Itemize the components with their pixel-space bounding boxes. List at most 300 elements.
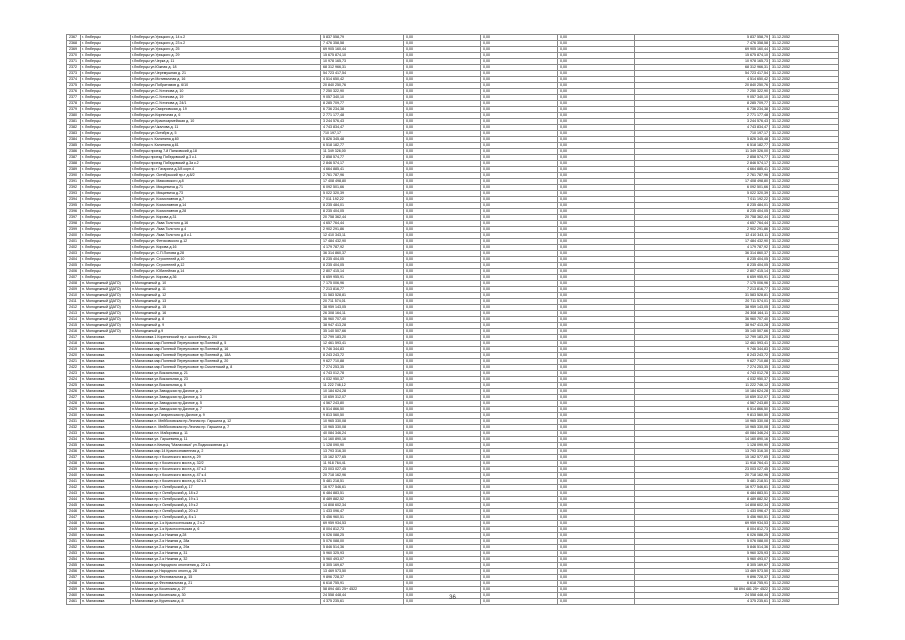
value-cell: 0,00 — [481, 425, 558, 431]
value-cell: 0,00 — [404, 107, 481, 113]
address-cell: г.Люберцы ул. Мицкевича д.71 — [131, 185, 321, 191]
address-cell: п.Молодежный д. 10 — [131, 281, 321, 287]
value-cell: 0,00 — [558, 95, 635, 101]
row-number-cell: 2457 — [67, 575, 81, 581]
row-number-cell: 2456 — [67, 569, 81, 575]
total-cell: 6 659 955,91 — [635, 275, 770, 281]
date-cell: 31.12.2052 — [770, 401, 839, 407]
date-cell: 31.12.2052 — [770, 119, 839, 125]
row-number-cell: 2407 — [67, 275, 81, 281]
address-cell: п.Малаховка ул.Заводская пр.Дачное д. 5 — [131, 401, 321, 407]
amount-cell: 23 003 027,45 — [321, 467, 404, 473]
value-cell: 0,00 — [481, 503, 558, 509]
amount-cell: 4 743 834,47 — [321, 125, 404, 131]
value-cell: 0,00 — [558, 257, 635, 263]
value-cell: 0,00 — [558, 329, 635, 335]
address-cell: п.Малаховка ул.Заводская пр.Дачное д. 3 — [131, 395, 321, 401]
value-cell: 0,00 — [558, 71, 635, 77]
value-cell: 0,00 — [481, 539, 558, 545]
row-number-cell: 2437 — [67, 455, 81, 461]
date-cell: 31.12.2052 — [770, 461, 839, 467]
settlement-cell: п. Малаховка — [81, 359, 131, 365]
total-cell: 11 222 746,12 — [635, 383, 770, 389]
settlement-cell: п. Малаховка — [81, 371, 131, 377]
value-cell: 0,00 — [481, 197, 558, 203]
amount-cell: 20 840 250,76 — [321, 83, 404, 89]
value-cell: 0,00 — [558, 461, 635, 467]
value-cell: 0,00 — [404, 305, 481, 311]
total-cell: 3 244 576,43 — [635, 119, 770, 125]
value-cell: 0,00 — [404, 407, 481, 413]
address-cell: п.Малаховка ул.Косинская д. 27 — [131, 587, 321, 593]
settlement-cell: п. Молодежный (ДАГО) — [81, 323, 131, 329]
amount-cell: 12 461 593,41 — [321, 341, 404, 347]
value-cell: 0,00 — [558, 401, 635, 407]
amount-cell: 7 175 006,96 — [321, 281, 404, 287]
value-cell: 0,00 — [481, 401, 558, 407]
row-number-cell: 2401 — [67, 239, 81, 245]
total-cell: 5 481 218,51 — [635, 479, 770, 485]
value-cell: 0,00 — [558, 509, 635, 515]
value-cell: 0,00 — [558, 119, 635, 125]
address-cell: п.Малаховка ул. Гаршевина д. 11 — [131, 437, 321, 443]
row-number-cell: 2387 — [67, 155, 81, 161]
row-number-cell: 2442 — [67, 485, 81, 491]
row-number-cell: 2399 — [67, 227, 81, 233]
date-cell: 31.12.2052 — [770, 473, 839, 479]
row-number-cell: 2420 — [67, 353, 81, 359]
settlement-cell: п. Малаховка — [81, 401, 131, 407]
value-cell: 0,00 — [404, 461, 481, 467]
date-cell: 31.12.2052 — [770, 563, 839, 569]
amount-cell: 9 813 560,50 — [321, 413, 404, 419]
settlement-cell: п. Малаховка — [81, 365, 131, 371]
address-cell: г.Люберцы п. Калинина д.60 — [131, 137, 321, 143]
amount-cell: 5 960 493,07 — [321, 557, 404, 563]
value-cell: 0,00 — [558, 515, 635, 521]
total-cell: 38 947 413,28 — [635, 323, 770, 329]
value-cell: 0,00 — [481, 269, 558, 275]
row-number-cell: 2378 — [67, 101, 81, 107]
value-cell: 0,00 — [404, 545, 481, 551]
amount-cell: 8 285 709,77 — [321, 101, 404, 107]
address-cell: г.Люберцы ул. Строителей д.10 — [131, 257, 321, 263]
address-cell: п.Малаховка мкр.Полевой Переулковое пр.Полевой д. 20 — [131, 359, 321, 365]
date-cell: 31.12.2052 — [770, 335, 839, 341]
date-cell: 31.12.2052 — [770, 41, 839, 47]
date-cell: 31.12.2052 — [770, 269, 839, 275]
date-cell: 31.12.2052 — [770, 131, 839, 137]
row-number-cell: 2426 — [67, 389, 81, 395]
settlement-cell: п. Малаховка — [81, 575, 131, 581]
settlement-cell: п. Малаховка — [81, 395, 131, 401]
value-cell: 0,00 — [481, 185, 558, 191]
value-cell: 0,00 — [558, 77, 635, 83]
amount-cell: 7 250 322,90 — [321, 89, 404, 95]
value-cell: 0,00 — [404, 557, 481, 563]
amount-cell: 5 837 558,79 — [321, 35, 404, 41]
total-cell: 11 349 326,00 — [635, 149, 770, 155]
total-cell: 9 813 560,50 — [635, 413, 770, 419]
value-cell: 0,00 — [404, 593, 481, 599]
value-cell: 0,00 — [558, 209, 635, 215]
value-cell: 0,00 — [404, 71, 481, 77]
settlement-cell: п. Малаховка — [81, 461, 131, 467]
page-number: 36 — [449, 595, 456, 601]
total-cell: 20 711 574,01 — [635, 299, 770, 305]
row-number-cell: 2416 — [67, 329, 81, 335]
value-cell: 0,00 — [404, 101, 481, 107]
address-cell: п.Малаховка п. Мейбоховская пр.Лесная пр. Гаршила д. 7 — [131, 425, 321, 431]
value-cell: 0,00 — [558, 419, 635, 425]
total-cell: 7 011 192,22 — [635, 197, 770, 203]
date-cell: 31.12.2052 — [770, 425, 839, 431]
value-cell: 0,00 — [558, 467, 635, 473]
settlement-cell: г. Люберцы — [81, 77, 131, 83]
value-cell: 0,00 — [404, 131, 481, 137]
address-cell: г.Люберцы пр-т Гагарина д.3/8 корп.4 — [131, 167, 321, 173]
value-cell: 0,00 — [481, 203, 558, 209]
amount-cell: 68 312 966,31 — [321, 65, 404, 71]
value-cell: 0,00 — [404, 137, 481, 143]
value-cell: 0,00 — [481, 311, 558, 317]
amount-cell: 17 408 498,80 — [321, 179, 404, 185]
value-cell: 0,00 — [558, 599, 635, 605]
address-cell: п.Малаховка ул.Заводская пр.Дачное д. 7 — [131, 407, 321, 413]
settlement-cell: п. Малаховка — [81, 551, 131, 557]
amount-cell: 5 846 514,36 — [321, 545, 404, 551]
date-cell: 31.12.2052 — [770, 47, 839, 53]
settlement-cell: п. Малаховка — [81, 407, 131, 413]
value-cell: 0,00 — [481, 275, 558, 281]
address-cell: п.Малаховка ул.2-я Нижняя д. 31 — [131, 551, 321, 557]
value-cell: 0,00 — [558, 287, 635, 293]
settlement-cell: п. Малаховка — [81, 533, 131, 539]
value-cell: 0,00 — [558, 521, 635, 527]
total-cell: 8 235 404,05 — [635, 209, 770, 215]
address-cell: г.Люберцы ул. Льва Толстого д.16 — [131, 221, 321, 227]
row-number-cell: 2392 — [67, 185, 81, 191]
settlement-cell: п. Малаховка — [81, 515, 131, 521]
total-cell: 8 235 404,05 — [635, 263, 770, 269]
date-cell: 31.12.2052 — [770, 107, 839, 113]
value-cell: 0,00 — [404, 359, 481, 365]
total-cell: 5 826 345,48 — [635, 137, 770, 143]
settlement-cell: п. Малаховка — [81, 467, 131, 473]
amount-cell: 9 896 728,37 — [321, 575, 404, 581]
value-cell: 0,00 — [558, 65, 635, 71]
address-cell: п.Малаховка ул.Заводская пр.Дачное д. 2 — [131, 389, 321, 395]
row-number-cell: 2404 — [67, 257, 81, 263]
date-cell: 31.12.2052 — [770, 71, 839, 77]
settlement-cell: п. Молодежный (ДАГО) — [81, 281, 131, 287]
total-cell: 17 408 498,80 — [635, 179, 770, 185]
amount-cell: 5 022 320,39 — [321, 191, 404, 197]
amount-cell: 5 481 218,51 — [321, 479, 404, 485]
row-number-cell: 2388 — [67, 161, 81, 167]
address-cell: г.Люберцы ул. Строителей д.12 — [131, 263, 321, 269]
value-cell: 0,00 — [404, 329, 481, 335]
date-cell: 31.12.2052 — [770, 515, 839, 521]
value-cell: 0,00 — [404, 113, 481, 119]
row-number-cell: 2371 — [67, 59, 81, 65]
amount-cell: 13 793 316,30 — [321, 449, 404, 455]
row-number-cell: 2439 — [67, 467, 81, 473]
row-number-cell: 2433 — [67, 431, 81, 437]
value-cell: 0,00 — [481, 533, 558, 539]
amount-cell: 58 894 481 25+ 4522 — [321, 587, 404, 593]
row-number-cell: 2412 — [67, 305, 81, 311]
total-cell: 6 736 234,38 — [635, 107, 770, 113]
address-cell: п.Малаховка пр-т Октябрьский д. 19 к.2 — [131, 503, 321, 509]
value-cell: 0,00 — [404, 251, 481, 257]
date-cell: 31.12.2052 — [770, 509, 839, 515]
value-cell: 0,00 — [558, 191, 635, 197]
value-cell: 0,00 — [404, 311, 481, 317]
row-number-cell: 2380 — [67, 113, 81, 119]
value-cell: 0,00 — [558, 581, 635, 587]
row-number-cell: 2453 — [67, 551, 81, 557]
value-cell: 0,00 — [481, 377, 558, 383]
value-cell: 0,00 — [404, 323, 481, 329]
settlement-cell: г. Люберцы — [81, 263, 131, 269]
value-cell: 0,00 — [481, 173, 558, 179]
value-cell: 0,00 — [558, 293, 635, 299]
address-cell: г.Люберцы проезд Победовский д.3а к.2 — [131, 161, 321, 167]
amount-cell: 20 758 362,44 — [321, 215, 404, 221]
total-cell: 10 659 312,07 — [635, 395, 770, 401]
total-cell: 9 627 710,88 — [635, 359, 770, 365]
address-cell: г.Люберцы ул.Черемушная д. 21 — [131, 71, 321, 77]
value-cell: 0,00 — [481, 155, 558, 161]
value-cell: 0,00 — [404, 467, 481, 473]
total-cell: 2 902 291,86 — [635, 227, 770, 233]
date-cell: 31.12.2052 — [770, 581, 839, 587]
value-cell: 0,00 — [558, 431, 635, 437]
total-cell: 5 076 088,00 — [635, 539, 770, 545]
total-cell: 10 184 624,28 — [635, 389, 770, 395]
date-cell: 31.12.2052 — [770, 533, 839, 539]
date-cell: 31.12.2052 — [770, 497, 839, 503]
date-cell: 31.12.2052 — [770, 293, 839, 299]
settlement-cell: г. Люберцы — [81, 245, 131, 251]
value-cell: 0,00 — [558, 443, 635, 449]
value-cell: 0,00 — [404, 155, 481, 161]
amount-cell: 15 162 577,65 — [321, 455, 404, 461]
value-cell: 0,00 — [558, 197, 635, 203]
settlement-cell: г. Люберцы — [81, 119, 131, 125]
address-cell: п.Малаховка п. Мейбоховская пр.Лесная пр. Гаршила д. 12 — [131, 419, 321, 425]
value-cell: 0,00 — [558, 269, 635, 275]
settlement-cell: г. Люберцы — [81, 143, 131, 149]
value-cell: 0,00 — [481, 407, 558, 413]
value-cell: 0,00 — [404, 491, 481, 497]
row-number-cell: 2452 — [67, 545, 81, 551]
date-cell: 31.12.2052 — [770, 551, 839, 557]
amount-cell: 4 179 787,92 — [321, 245, 404, 251]
value-cell: 0,00 — [404, 485, 481, 491]
date-cell: 31.12.2052 — [770, 557, 839, 563]
row-number-cell: 2408 — [67, 281, 81, 287]
total-cell: 8 285 709,77 — [635, 101, 770, 107]
date-cell: 31.12.2052 — [770, 539, 839, 545]
address-cell: п.Малаховка мкр.14 Краснознаменная д. 2 — [131, 449, 321, 455]
row-number-cell: 2446 — [67, 509, 81, 515]
value-cell: 0,00 — [558, 485, 635, 491]
amount-cell: 26 308 164,11 — [321, 311, 404, 317]
date-cell: 31.12.2052 — [770, 299, 839, 305]
address-cell: п.Малаховка ул.1-я Красносельская д. 6 — [131, 527, 321, 533]
value-cell: 0,00 — [558, 251, 635, 257]
value-cell: 0,00 — [481, 191, 558, 197]
address-cell: п.Молодежный д. 9 — [131, 323, 321, 329]
date-cell: 31.12.2052 — [770, 491, 839, 497]
date-cell: 31.12.2052 — [770, 221, 839, 227]
value-cell: 0,00 — [481, 593, 558, 599]
row-number-cell: 2451 — [67, 539, 81, 545]
date-cell: 31.12.2052 — [770, 287, 839, 293]
settlement-cell: п. Малаховка — [81, 599, 131, 605]
address-cell: п.Малаховка пр-т Косинского моста д. 32/2 — [131, 461, 321, 467]
total-cell: 69 959 934,53 — [635, 521, 770, 527]
value-cell: 0,00 — [481, 575, 558, 581]
row-number-cell: 2418 — [67, 341, 81, 347]
value-cell: 0,00 — [558, 407, 635, 413]
value-cell: 0,00 — [481, 239, 558, 245]
date-cell: 31.12.2052 — [770, 149, 839, 155]
row-number-cell: 2397 — [67, 215, 81, 221]
value-cell: 0,00 — [558, 335, 635, 341]
settlement-cell: г. Люберцы — [81, 191, 131, 197]
value-cell: 0,00 — [404, 497, 481, 503]
row-number-cell: 2386 — [67, 149, 81, 155]
settlement-cell: п. Молодежный (ДАГО) — [81, 305, 131, 311]
amount-cell: 38 959 143,05 — [321, 305, 404, 311]
total-cell: 20 840 250,76 — [635, 83, 770, 89]
settlement-cell: г. Люберцы — [81, 113, 131, 119]
settlement-cell: г. Люберцы — [81, 65, 131, 71]
address-cell: п.Молодежный д. 11 — [131, 287, 321, 293]
value-cell: 0,00 — [481, 281, 558, 287]
total-cell: 5 960 325,93 — [635, 551, 770, 557]
total-cell: 6 518 182,77 — [635, 143, 770, 149]
value-cell: 0,00 — [404, 425, 481, 431]
row-number-cell: 2414 — [67, 317, 81, 323]
amount-cell: 13 469 573,50 — [321, 569, 404, 575]
value-cell: 0,00 — [481, 245, 558, 251]
settlement-cell: п. Малаховка — [81, 479, 131, 485]
settlement-cell: г. Люберцы — [81, 167, 131, 173]
row-number-cell: 2379 — [67, 107, 81, 113]
address-cell: п.Малаховка ул.Фестивальная д. 15 — [131, 575, 321, 581]
address-cell: п.Малаховка ул.2-я Нижняя д. 32 — [131, 557, 321, 563]
row-number-cell: 2438 — [67, 461, 81, 467]
value-cell: 0,00 — [404, 563, 481, 569]
value-cell: 0,00 — [558, 359, 635, 365]
value-cell: 0,00 — [558, 473, 635, 479]
value-cell: 0,00 — [481, 497, 558, 503]
value-cell: 0,00 — [481, 545, 558, 551]
value-cell: 0,00 — [481, 233, 558, 239]
total-cell: 12 461 593,41 — [635, 341, 770, 347]
value-cell: 0,00 — [558, 131, 635, 137]
settlement-cell: п. Молодежный (ДАГО) — [81, 293, 131, 299]
value-cell: 0,00 — [558, 347, 635, 353]
settlement-cell: п. Малаховка — [81, 431, 131, 437]
settlement-cell: г. Люберцы — [81, 107, 131, 113]
address-cell: г.Люберцы ул.С.Устинова д. 10 — [131, 89, 321, 95]
value-cell: 0,00 — [404, 203, 481, 209]
date-cell: 31.12.2052 — [770, 329, 839, 335]
amount-cell: 6 736 234,38 — [321, 107, 404, 113]
amount-cell: 20 718 162,96 — [321, 473, 404, 479]
settlement-cell: г. Люберцы — [81, 71, 131, 77]
amount-cell: 10 978 165,73 — [321, 59, 404, 65]
value-cell: 0,00 — [558, 569, 635, 575]
date-cell: 31.12.2052 — [770, 137, 839, 143]
date-cell: 31.12.2052 — [770, 527, 839, 533]
value-cell: 0,00 — [404, 209, 481, 215]
amount-cell: 9 627 710,88 — [321, 359, 404, 365]
address-cell: п.Молодежный д. 15 — [131, 305, 321, 311]
value-cell: 0,00 — [481, 599, 558, 605]
date-cell: 31.12.2052 — [770, 407, 839, 413]
value-cell: 0,00 — [404, 119, 481, 125]
value-cell: 0,00 — [558, 233, 635, 239]
value-cell: 0,00 — [481, 353, 558, 359]
value-cell: 0,00 — [404, 431, 481, 437]
total-cell: 13 469 573,50 — [635, 569, 770, 575]
settlement-cell: п. Малаховка — [81, 413, 131, 419]
value-cell: 0,00 — [558, 311, 635, 317]
date-cell: 31.12.2052 — [770, 311, 839, 317]
amount-cell: 6 659 955,91 — [321, 275, 404, 281]
settlement-cell: п. Малаховка — [81, 503, 131, 509]
value-cell: 0,00 — [558, 317, 635, 323]
value-cell: 0,00 — [404, 365, 481, 371]
amount-cell: 69 959 934,53 — [321, 521, 404, 527]
value-cell: 0,00 — [404, 125, 481, 131]
date-cell: 31.12.2052 — [770, 347, 839, 353]
address-cell: п.Малаховка мкр.Полевой Переулковое пр.Полевой д. 18А — [131, 353, 321, 359]
date-cell: 31.12.2052 — [770, 317, 839, 323]
total-cell: 16 977 546,61 — [635, 485, 770, 491]
row-number-cell: 2415 — [67, 323, 81, 329]
date-cell: 31.12.2052 — [770, 575, 839, 581]
date-cell: 31.12.2052 — [770, 173, 839, 179]
value-cell: 0,00 — [481, 431, 558, 437]
value-cell: 0,00 — [481, 77, 558, 83]
address-cell: г.Люберцы ул. Мицкевича д.73 — [131, 191, 321, 197]
value-cell: 0,00 — [481, 59, 558, 65]
value-cell: 0,00 — [558, 593, 635, 599]
value-cell: 0,00 — [404, 503, 481, 509]
value-cell: 0,00 — [558, 491, 635, 497]
value-cell: 0,00 — [481, 161, 558, 167]
total-cell: 8 305 169,67 — [635, 563, 770, 569]
value-cell: 0,00 — [404, 413, 481, 419]
value-cell: 0,00 — [481, 473, 558, 479]
value-cell: 0,00 — [558, 89, 635, 95]
address-cell: г.Люберцы ул.С.Устинова д. 19 — [131, 95, 321, 101]
value-cell: 0,00 — [481, 557, 558, 563]
value-cell: 0,00 — [481, 257, 558, 263]
value-cell: 0,00 — [558, 545, 635, 551]
amount-cell: 11 349 326,00 — [321, 149, 404, 155]
amount-cell: 9 746 344,83 — [321, 347, 404, 353]
value-cell: 0,00 — [404, 95, 481, 101]
row-number-cell: 2411 — [67, 299, 81, 305]
